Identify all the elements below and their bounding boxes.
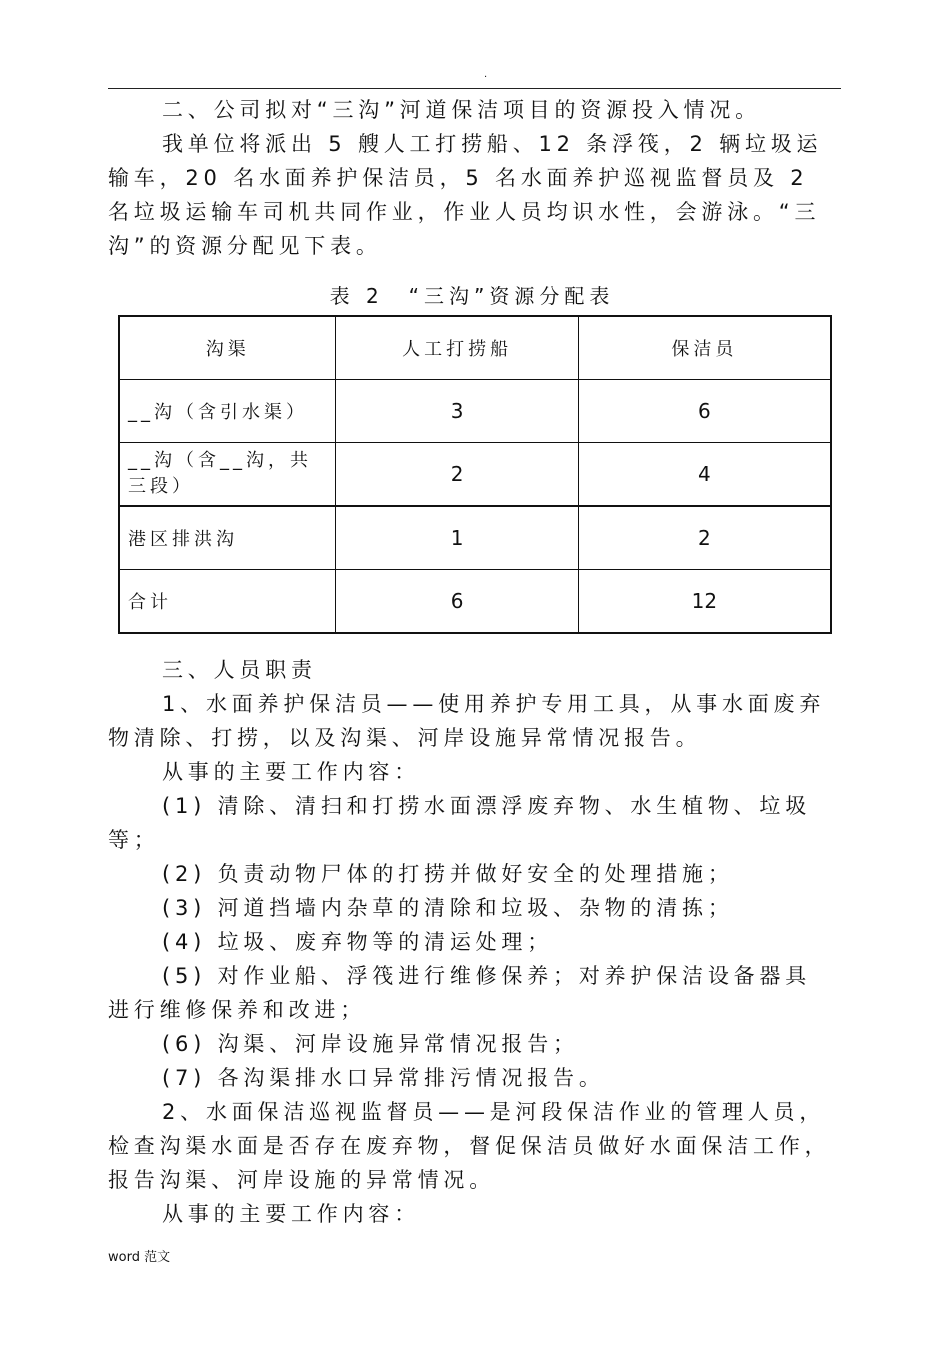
footer-text: word 范文 <box>108 1250 171 1265</box>
resource-table <box>118 315 832 634</box>
work-intro: 从事的主要工作内容： <box>162 1202 420 1226</box>
table-cell: 2 <box>336 443 578 507</box>
section-title: 三、人员职责 <box>162 658 317 682</box>
table-cell: 6 <box>578 380 831 443</box>
table-cell: 4 <box>578 443 831 507</box>
work-item: (2) 负责动物尸体的打捞并做好安全的处理措施； <box>162 862 734 886</box>
table-cell: 3 <box>336 380 578 443</box>
table-cell: __沟（含__沟，共三段） <box>119 443 336 507</box>
table-row <box>119 380 831 443</box>
work-item: (1) 清除、清扫和打捞水面漂浮废弃物、水生植物、垃圾等； <box>108 794 812 852</box>
header-dot: . <box>484 69 488 80</box>
work-item: (6) 沟渠、河岸设施异常情况报告； <box>162 1032 579 1056</box>
table-cell: 12 <box>578 570 831 634</box>
table-row <box>119 506 831 570</box>
duty-cleaner: 1、水面养护保洁员——使用养护专用工具，从事水面废弃物清除、打捞，以及沟渠、河岸设施异常情况报告。 <box>108 692 826 750</box>
table-header-cell: 人工打捞船 <box>336 316 578 380</box>
duty-supervisor: 2、水面保洁巡视监督员——是河段保洁作业的管理人员，检查沟渠水面是否存在废弃物，督促保洁员做好水面保洁工作，报告沟渠、河岸设施的异常情况。 <box>108 1100 831 1192</box>
paragraph-resource-title: 二、公司拟对“三沟”河道保洁项目的资源投入情况。 <box>162 98 761 122</box>
table-cell: __沟（含引水渠） <box>119 380 336 443</box>
table-header-cell: 沟渠 <box>119 316 336 380</box>
work-intro: 从事的主要工作内容： <box>162 760 420 784</box>
work-item: (7) 各沟渠排水口异常排污情况报告。 <box>162 1066 605 1090</box>
work-item: (5) 对作业船、浮筏进行维修保养；对养护保洁设备器具进行维修保养和改进； <box>108 964 812 1022</box>
table-header-cell: 保洁员 <box>578 316 831 380</box>
work-item: (4) 垃圾、废弃物等的清运处理； <box>162 930 554 954</box>
table-cell: 合计 <box>119 570 336 634</box>
table-cell: 1 <box>336 506 578 570</box>
table-cell: 2 <box>578 506 831 570</box>
table-cell: 6 <box>336 570 578 634</box>
paragraph-resource-body: 我单位将派出 5 艘人工打捞船、12 条浮筏，2 辆垃圾运输车，20 名水面养护保洁员，5 名水面养护巡视监督员及 2 名垃圾运输车司机共同作业，作业人员均识水性，会游泳。“三沟”的资源分配见下表。 <box>108 132 823 258</box>
table-cell: 港区排洪沟 <box>119 506 336 570</box>
work-item: (3) 河道挡墙内杂草的清除和垃圾、杂物的清拣； <box>162 896 734 920</box>
table-caption: 表 2 “三沟”资源分配表 <box>329 284 615 308</box>
table-row <box>119 443 831 507</box>
table-row <box>119 570 831 634</box>
table-header-row <box>119 316 831 380</box>
header-rule <box>108 88 841 89</box>
